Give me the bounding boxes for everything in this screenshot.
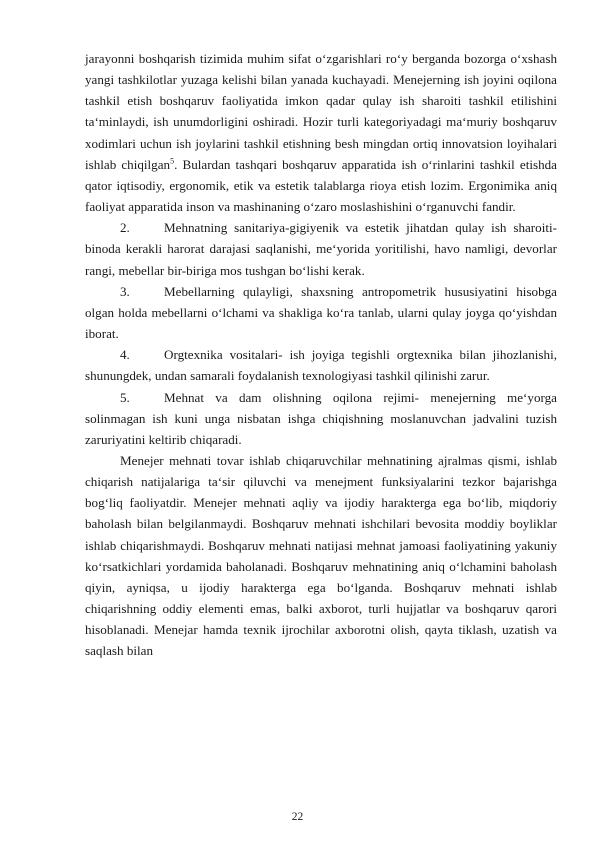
intro-text-continued: . Bulardan tashqari boshqaruv apparatida ish o‘rinlarini tashkil etishda qator iqtisodiy, ergonomik, etik va estetik talablarga rioya etish lozim. Ergonimika aniq faoliyat apparatida inson va mashinaning o‘zaro moslashishini o‘rganuvchi fandir. <box>85 156 557 215</box>
list-item-text: Mehnatning sanitariya-gigiyenik va estetik jihatdan qulay ish sharoiti-binoda kerakli harorat darajasi saqlanishi, me‘yorida yoritilishi, havo namligi, devorlar rangi, mebellar bir-biriga mos tushgan bo‘lishi kerak. <box>85 220 557 278</box>
list-item <box>85 344 557 386</box>
footnote-ref[interactable]: 5 <box>170 156 175 166</box>
list-item <box>85 217 557 280</box>
paragraph-intro <box>85 48 557 217</box>
page-number: 22 <box>291 811 304 823</box>
list-item-text: Orgtexnika vositalari- ish joyiga tegishli orgtexnika bilan jihozlanishi, shunungdek, undan samarali foydalanish texnologiyasi tashkil qilinishi zarur. <box>85 347 557 384</box>
list-item-number: 2. <box>120 220 130 236</box>
list-item <box>85 281 557 344</box>
document-body <box>85 48 557 662</box>
list-item-number: 3. <box>120 283 130 299</box>
list-item-text: Mebellarning qulayligi, shaxsning antropometrik hususiyatini hisobga olgan holda mebellarni o‘lchami va shakliga ko‘ra tanlab, ularni qulay joyga qo‘yishdan iborat. <box>85 283 557 342</box>
intro-text: jarayonni boshqarish tizimida muhim sifat o‘zgarishlari ro‘y berganda bozorga o‘xshash yangi tashkilotlar yuzaga kelishi bilan yanada kuchayadi. Menejerning ish joyini oqilona tashkil etish boshqaruv faoliyatida imkon qadar qulay ish sharoiti tashkil etilishini ta‘minlaydi, ish unumdorligini oshiradi. Hozir turli kategoriyadagi ma‘muriy boshqaruv xodimlari uchun ish joylarini tashkil etishning besh mingdan ortiq innovatsion loyihalari ishlab chiqilgan <box>85 51 557 172</box>
list-item-number: 4. <box>120 347 130 363</box>
list-item-number: 5. <box>120 389 130 405</box>
list-item <box>85 387 557 450</box>
list-item-text: Mehnat va dam olishning oqilona rejimi- menejerning me‘yorga solinmagan ish kuni unga nisbatan ishga chiqishning moslanuvchan jadvalini tuzish zaruriyatini keltirib chiqaradi. <box>85 389 557 447</box>
paragraph-final: Menejer mehnati tovar ishlab chiqaruvchilar mehnatining ajralmas qismi, ishlab chiqarish natijalariga ta‘sir qiluvchi va menejment funksiyalarini tezkor bajarishga bog‘liq faoliyatdir. Menejer mehnati aqliy va ijodiy harakterga ega bo‘lib, miqdoriy baholash bilan belgilanmaydi. Boshqaruv mehnati ishchilari bevosita moddiy boyliklar ishlab chiqarishmaydi. Boshqaruv mehnati natijasi mehnat jamoasi faoliyatining yakuniy ko‘rsatkichlari yordamida baholanadi. Boshqaruv mehnatining aniq o‘lchamini baholash qiyin, ayniqsa, u ijodiy harakterga ega bo‘lganda. Boshqaruv mehnati ishlab chiqarishning oddiy elementi emas, balki axborot, turli hujjatlar va boshqaruv qarori hisoblanadi. Menejar hamda texnik ijrochilar axborotni olish, qayta tiklash, uzatish va saqlash bilan <box>85 452 557 659</box>
